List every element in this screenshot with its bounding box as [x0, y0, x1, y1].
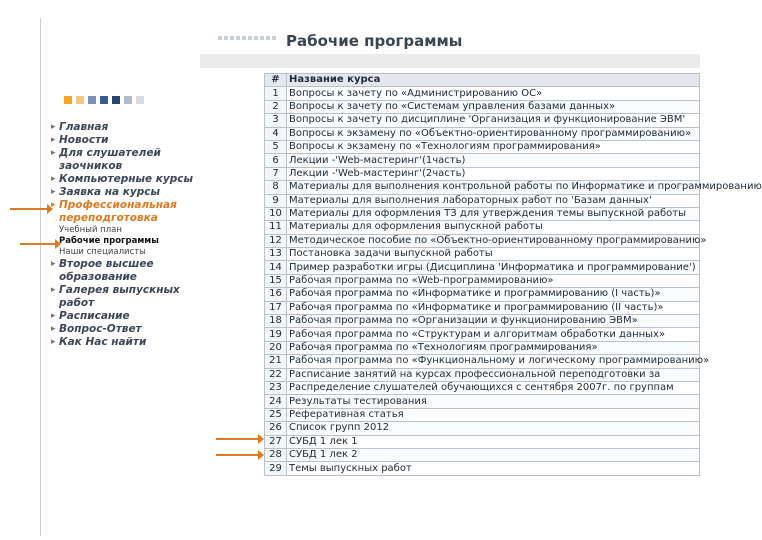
row-number: 3 — [265, 114, 287, 127]
sidebar-item[interactable] — [50, 134, 200, 147]
sidebar-item[interactable] — [50, 258, 200, 284]
row-number: 14 — [265, 261, 287, 274]
table-row — [265, 435, 700, 448]
table-row — [265, 234, 700, 247]
course-link[interactable]: Распределение слушателей обучающихся с сентября 2007г. по группам — [287, 381, 700, 394]
course-link[interactable]: Рабочая программа по «Web-программированию» — [287, 274, 700, 287]
row-number: 20 — [265, 341, 287, 354]
sidebar-item[interactable] — [50, 323, 200, 336]
course-link[interactable]: Список групп 2012 — [287, 422, 700, 435]
row-number: 24 — [265, 395, 287, 408]
course-link[interactable]: Реферативная статья — [287, 408, 700, 421]
column-header-course-name: Название курса — [287, 74, 700, 87]
sidebar-item-label: Как Нас найти — [59, 336, 147, 348]
square-3 — [88, 96, 96, 104]
table-row — [265, 140, 700, 153]
sidebar-item[interactable] — [50, 173, 200, 186]
table-row — [265, 261, 700, 274]
row-number: 2 — [265, 100, 287, 113]
row-number: 17 — [265, 301, 287, 314]
row-number: 9 — [265, 194, 287, 207]
table-row — [265, 181, 700, 194]
sidebar-item-label: Компьютерные курсы — [59, 173, 193, 185]
course-link[interactable]: Материалы для выполнения контрольной работы по Информатике и программированию — [287, 181, 700, 194]
sidebar-item[interactable] — [50, 121, 200, 134]
table-row — [265, 288, 700, 301]
bullet-icon: ▸ — [51, 122, 56, 132]
header-dots-decoration — [218, 36, 276, 40]
sidebar-item[interactable] — [50, 336, 200, 349]
sidebar-subitem[interactable]: Наши специалисты — [59, 247, 146, 257]
row-number: 8 — [265, 181, 287, 194]
table-row — [265, 395, 700, 408]
sidebar-item-label: Для слушателей заочников — [59, 147, 161, 172]
course-link[interactable]: Рабочая программа по «Структурам и алгоритмам обработки данных» — [287, 328, 700, 341]
sidebar-item[interactable] — [50, 186, 200, 199]
sidebar-item-label: Вопрос-Ответ — [59, 323, 142, 335]
table-row — [265, 368, 700, 381]
row-number: 7 — [265, 167, 287, 180]
bullet-icon: ▸ — [51, 174, 56, 184]
sidebar-subitem[interactable]: Рабочие программы — [59, 236, 159, 246]
course-link[interactable]: Вопросы к зачету по «Системам управления базами данных» — [287, 100, 700, 113]
bullet-icon: ▸ — [51, 148, 56, 158]
bullet-icon: ▸ — [51, 337, 56, 347]
sidebar-item[interactable] — [50, 199, 200, 225]
sidebar-item[interactable] — [50, 310, 200, 323]
sidebar-item-label: Новости — [59, 134, 109, 146]
row-number: 26 — [265, 422, 287, 435]
course-link[interactable]: Постановка задачи выпускной работы — [287, 248, 700, 261]
sidebar-item-label: Главная — [59, 121, 109, 133]
row-number: 27 — [265, 435, 287, 448]
table-row — [265, 462, 700, 475]
arrow-pointer-icon — [216, 454, 259, 456]
bullet-icon: ▸ — [51, 135, 56, 145]
square-6 — [124, 96, 132, 104]
course-link[interactable]: Материалы для оформления выпускной работы — [287, 221, 700, 234]
table-row — [265, 448, 700, 461]
bullet-icon: ▸ — [51, 311, 56, 321]
row-number: 19 — [265, 328, 287, 341]
header-band — [200, 54, 700, 68]
table-header-row — [265, 74, 700, 87]
row-number: 13 — [265, 248, 287, 261]
sidebar-item-label: Галерея выпускных работ — [59, 284, 180, 309]
course-link[interactable]: Результаты тестирования — [287, 395, 700, 408]
bullet-icon: ▸ — [51, 200, 56, 210]
bullet-icon: ▸ — [51, 324, 56, 334]
course-link[interactable]: Вопросы к экзамену по «Объектно-ориентированному программированию» — [287, 127, 700, 140]
square-1 — [64, 96, 72, 104]
table-row — [265, 341, 700, 354]
row-number: 18 — [265, 315, 287, 328]
square-2 — [76, 96, 84, 104]
table-row — [265, 422, 700, 435]
table-row — [265, 127, 700, 140]
row-number: 6 — [265, 154, 287, 167]
table-row — [265, 301, 700, 314]
table-row — [265, 381, 700, 394]
row-number: 21 — [265, 355, 287, 368]
course-link[interactable]: Рабочая программа по «Информатике и программированию (II часть)» — [287, 301, 700, 314]
courses-table — [264, 73, 762, 476]
course-link[interactable]: Материалы для выполнения лабораторных работ по 'Базам данных' — [287, 194, 700, 207]
square-4 — [100, 96, 108, 104]
row-number: 4 — [265, 127, 287, 140]
course-link[interactable]: Темы выпускных работ — [287, 462, 700, 475]
square-7 — [136, 96, 144, 104]
row-number: 22 — [265, 368, 287, 381]
table-row — [265, 248, 700, 261]
row-number: 28 — [265, 448, 287, 461]
table-row — [265, 315, 700, 328]
row-number: 12 — [265, 234, 287, 247]
row-number: 15 — [265, 274, 287, 287]
sidebar-item-label: Профессиональная переподготовка — [59, 199, 177, 224]
square-5 — [112, 96, 120, 104]
table-row — [265, 194, 700, 207]
sidebar-nav — [50, 121, 200, 349]
column-header-number: # — [265, 74, 287, 87]
table-row — [265, 221, 700, 234]
arrow-pointer-icon — [10, 208, 48, 210]
row-number: 11 — [265, 221, 287, 234]
table-row — [265, 408, 700, 421]
table-row — [265, 100, 700, 113]
course-link[interactable]: Вопросы к зачету по дисциплине 'Организация и функционирование ЭВМ' — [287, 114, 700, 127]
table-row — [265, 114, 700, 127]
course-link[interactable]: СУБД 1 лек 1 — [287, 435, 700, 448]
row-number: 16 — [265, 288, 287, 301]
table-row — [265, 87, 700, 100]
row-number: 25 — [265, 408, 287, 421]
page-title: Рабочие программы — [286, 32, 463, 50]
sidebar-item-label: Второе высшее образование — [59, 258, 154, 283]
bullet-icon: ▸ — [51, 187, 56, 197]
sidebar-item-label: Расписание — [59, 310, 130, 322]
row-number: 1 — [265, 87, 287, 100]
course-link[interactable]: Методическое пособие по «Объектно-ориентированному программированию» — [287, 234, 700, 247]
table-row — [265, 328, 700, 341]
course-link[interactable]: Расписание занятий на курсах профессиональной переподготовки за — [287, 368, 700, 381]
sidebar-item[interactable] — [50, 284, 200, 310]
sidebar-item[interactable] — [50, 147, 200, 173]
table-row — [265, 355, 700, 368]
color-squares-decoration — [64, 96, 144, 104]
course-link[interactable]: Лекции -'Web-мастеринг'(1часть) — [287, 154, 700, 167]
course-link[interactable]: Вопросы к зачету по «Администрированию ОС» — [287, 87, 700, 100]
table-row — [265, 167, 700, 180]
bullet-icon: ▸ — [51, 259, 56, 269]
sidebar-subitem[interactable]: Учебный план — [59, 225, 122, 235]
course-link[interactable]: Рабочая программа по «Технологиям программирования» — [287, 341, 700, 354]
course-link[interactable]: Рабочая программа по «Организации и функционированию ЭВМ» — [287, 315, 700, 328]
course-link[interactable]: Материалы для оформления ТЗ для утверждения темы выпускной работы — [287, 207, 700, 220]
course-link[interactable]: Рабочая программа по «Информатике и программированию (I часть)» — [287, 288, 700, 301]
table-row — [265, 154, 700, 167]
row-number: 23 — [265, 381, 287, 394]
row-number: 29 — [265, 462, 287, 475]
course-link[interactable]: СУБД 1 лек 2 — [287, 448, 700, 461]
course-link[interactable]: Рабочая программа по «Функциональному и логическому программированию» — [287, 355, 700, 368]
table-row — [265, 207, 700, 220]
arrow-pointer-icon — [216, 438, 259, 440]
course-link[interactable]: Пример разработки игры (Дисциплина 'Информатика и программирование') — [287, 261, 700, 274]
row-number: 10 — [265, 207, 287, 220]
row-number: 5 — [265, 140, 287, 153]
table-row — [265, 274, 700, 287]
course-link[interactable]: Лекции -'Web-мастеринг'(2часть) — [287, 167, 700, 180]
arrow-pointer-icon — [20, 243, 56, 245]
course-link[interactable]: Вопросы к экзамену по «Технологиям программирования» — [287, 140, 700, 153]
bullet-icon: ▸ — [51, 285, 56, 295]
sidebar-item-label: Заявка на курсы — [59, 186, 161, 198]
